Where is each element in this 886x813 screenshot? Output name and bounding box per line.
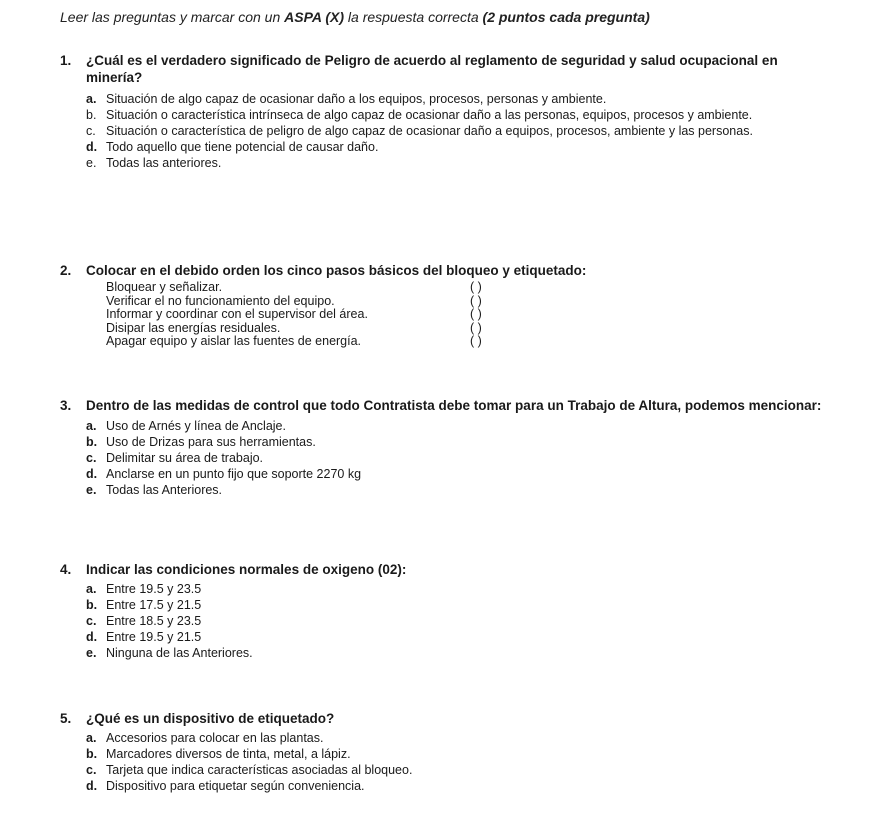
step-row <box>106 335 830 349</box>
option-b[interactable] <box>86 746 830 762</box>
step-row <box>106 322 830 336</box>
question-1-options <box>86 91 830 171</box>
option-b[interactable] <box>86 597 830 613</box>
step-text: Informar y coordinar con el supervisor del área. <box>106 307 368 321</box>
question-2 <box>60 262 830 349</box>
option-letter: e. <box>86 646 97 660</box>
step-row <box>106 295 830 309</box>
question-text: ¿Qué es un dispositivo de etiquetado? <box>86 711 335 726</box>
question-text: Dentro de las medidas de control que todo Contratista debe tomar para un Trabajo de Altura, podemos mencionar: <box>86 398 822 413</box>
option-letter: c. <box>86 451 97 465</box>
instructions-mid: la respuesta correcta <box>344 9 483 25</box>
option-letter: a. <box>86 419 97 433</box>
question-number: 3. <box>60 398 72 413</box>
option-letter: b. <box>86 598 98 612</box>
question-number: 4. <box>60 562 72 577</box>
option-letter: d. <box>86 630 98 644</box>
option-text: Anclarse en un punto fijo que soporte 2270 kg <box>106 467 362 481</box>
option-text: Dispositivo para etiquetar según conveniencia. <box>106 779 365 793</box>
option-letter: a. <box>86 92 97 106</box>
question-text: Colocar en el debido orden los cinco pasos básicos del bloqueo y etiquetado: <box>86 263 587 278</box>
option-c[interactable] <box>86 762 830 778</box>
option-text: Entre 18.5 y 23.5 <box>106 614 202 628</box>
option-d[interactable] <box>86 629 830 645</box>
instructions-aspa: ASPA (X) <box>284 9 345 25</box>
question-1 <box>60 52 830 171</box>
question-number: 5. <box>60 711 72 726</box>
option-text: Entre 19.5 y 23.5 <box>106 582 202 596</box>
option-text: Tarjeta que indica características asociadas al bloqueo. <box>106 763 413 777</box>
option-text: Situación o característica intrínseca de algo capaz de ocasionar daño a las personas, equipos, procesos y ambiente. <box>106 108 753 122</box>
option-letter: e. <box>86 156 97 170</box>
question-3 <box>60 397 830 498</box>
option-letter: b. <box>86 108 97 122</box>
step-text: Disipar las energías residuales. <box>106 320 281 335</box>
option-c[interactable] <box>86 123 830 139</box>
option-letter: d. <box>86 140 98 154</box>
question-3-options <box>86 418 830 498</box>
question-2-header <box>60 262 830 279</box>
order-box[interactable]: ( ) <box>470 293 482 308</box>
option-text: Marcadores diversos de tinta, metal, a lápiz. <box>106 747 351 761</box>
instructions-pre: Leer las preguntas y marcar con un <box>60 9 285 25</box>
question-text: Indicar las condiciones normales de oxigeno (02): <box>86 562 407 577</box>
option-d[interactable] <box>86 778 830 794</box>
option-letter: b. <box>86 747 98 761</box>
option-letter: d. <box>86 467 98 481</box>
option-a[interactable] <box>86 730 830 746</box>
option-text: Accesorios para colocar en las plantas. <box>106 731 324 745</box>
option-text: Ninguna de las Anteriores. <box>106 646 253 660</box>
question-5 <box>60 710 830 794</box>
question-number: 1. <box>60 53 72 68</box>
option-text: Todas las anteriores. <box>106 156 222 170</box>
option-letter: a. <box>86 582 97 596</box>
option-text: Todas las Anteriores. <box>106 483 223 497</box>
order-box[interactable]: ( ) <box>470 334 482 348</box>
step-text: Bloquear y señalizar. <box>106 280 223 294</box>
order-box[interactable]: ( ) <box>470 320 482 335</box>
question-4-header <box>60 561 830 578</box>
step-row <box>106 308 830 322</box>
step-row <box>106 281 830 295</box>
instructions-points: (2 puntos cada pregunta) <box>482 9 650 25</box>
option-a[interactable] <box>86 91 830 107</box>
option-text: Todo aquello que tiene potencial de causar daño. <box>106 140 379 154</box>
order-box[interactable]: ( ) <box>470 280 482 294</box>
instructions <box>60 9 650 25</box>
option-e[interactable] <box>86 155 830 171</box>
option-e[interactable] <box>86 482 830 498</box>
question-5-options <box>86 730 830 794</box>
option-b[interactable] <box>86 434 830 450</box>
question-3-header <box>60 397 830 414</box>
option-letter: c. <box>86 124 96 138</box>
option-letter: a. <box>86 731 97 745</box>
question-1-header <box>60 52 830 86</box>
question-5-header <box>60 710 830 727</box>
step-text: Verificar el no funcionamiento del equipo. <box>106 293 335 308</box>
option-a[interactable] <box>86 418 830 434</box>
option-e[interactable] <box>86 645 830 661</box>
order-box[interactable]: ( ) <box>470 307 482 321</box>
option-d[interactable] <box>86 466 830 482</box>
option-letter: c. <box>86 614 97 628</box>
option-c[interactable] <box>86 613 830 629</box>
option-text: Situación o característica de peligro de algo capaz de ocasionar daño a equipos, procesos, ambiente y las personas. <box>106 124 753 138</box>
option-d[interactable] <box>86 139 830 155</box>
question-text: ¿Cuál es el verdadero significado de Peligro de acuerdo al reglamento de seguridad y salud ocupacional en minería? <box>86 53 778 85</box>
question-number: 2. <box>60 263 72 278</box>
option-letter: b. <box>86 435 98 449</box>
option-letter: e. <box>86 483 97 497</box>
question-4-options <box>86 581 830 661</box>
option-letter: d. <box>86 779 98 793</box>
question-4 <box>60 561 830 661</box>
option-c[interactable] <box>86 450 830 466</box>
option-b[interactable] <box>86 107 830 123</box>
option-text: Situación de algo capaz de ocasionar daño a los equipos, procesos, personas y ambiente. <box>106 92 607 106</box>
question-2-steps <box>106 281 830 349</box>
option-text: Delimitar su área de trabajo. <box>106 451 264 465</box>
option-text: Entre 19.5 y 21.5 <box>106 630 202 644</box>
option-a[interactable] <box>86 581 830 597</box>
option-text: Entre 17.5 y 21.5 <box>106 598 202 612</box>
option-text: Uso de Drizas para sus herramientas. <box>106 435 316 449</box>
option-letter: c. <box>86 763 97 777</box>
step-text: Apagar equipo y aislar las fuentes de energía. <box>106 334 362 348</box>
option-text: Uso de Arnés y línea de Anclaje. <box>106 419 286 433</box>
